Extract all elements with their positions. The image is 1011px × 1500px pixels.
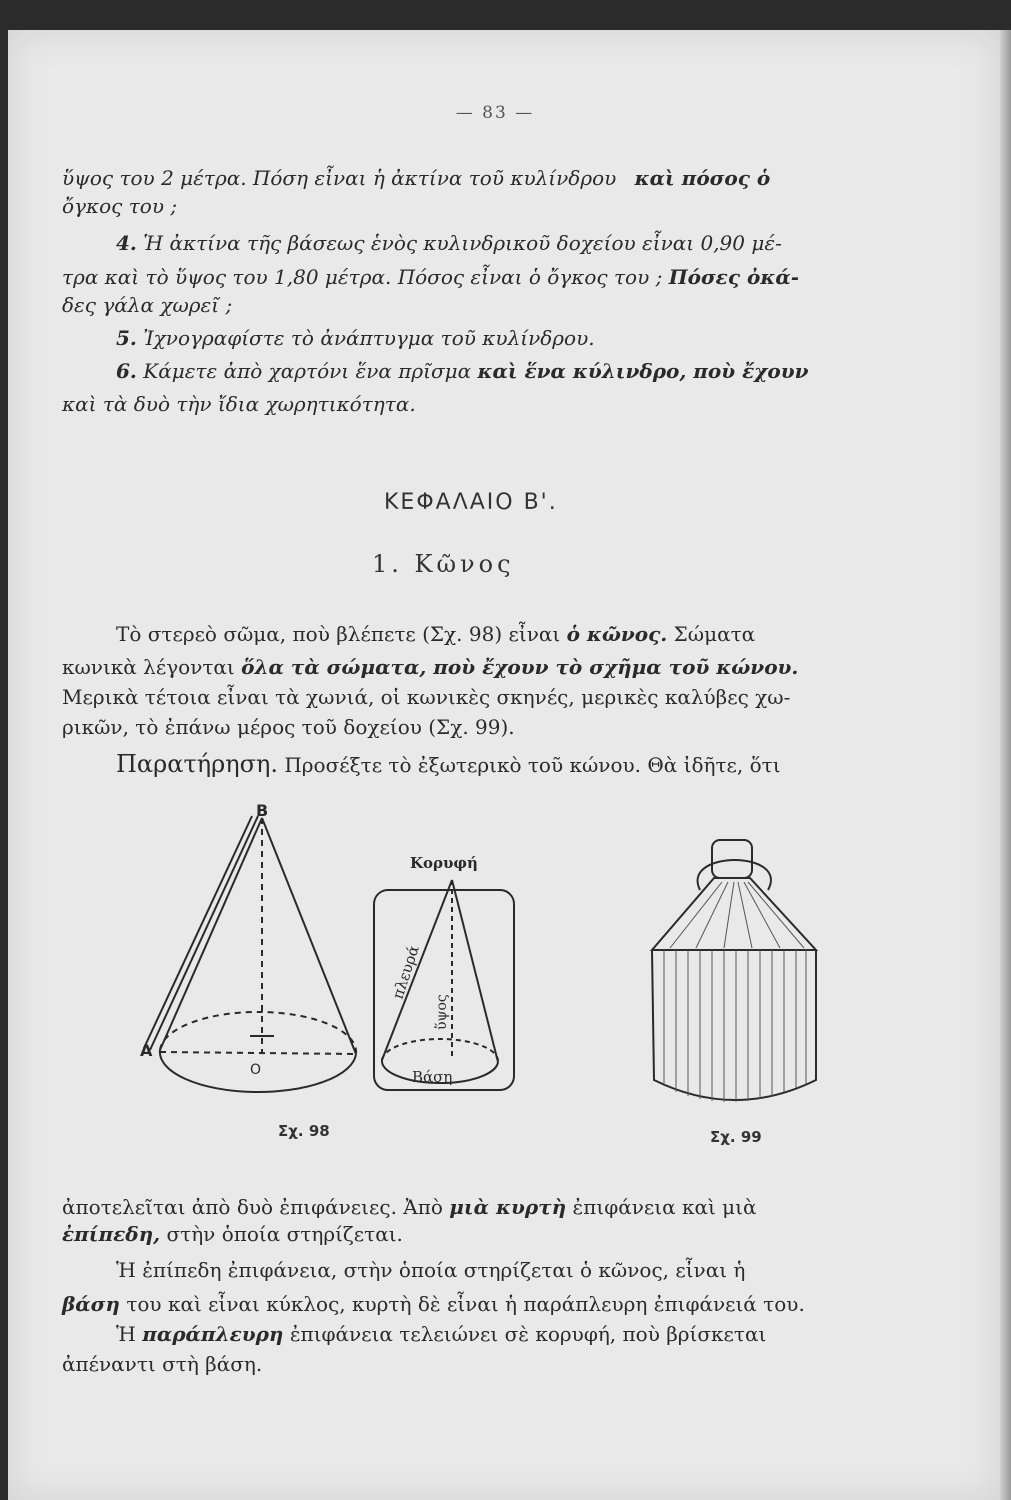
cone-diameter-line [160, 1052, 356, 1054]
exercise-line [62, 265, 799, 289]
section-title: 1. Κῶνος [372, 550, 515, 578]
label-a: Α [140, 1041, 153, 1060]
intro-emphasis: ὅλα τὰ σώματα, ποὺ ἔχουν τὸ σχῆμα τοῦ κώνου. [241, 655, 799, 679]
label-side: πλευρά [388, 943, 423, 1002]
intro-text: Σώματα [673, 622, 756, 646]
observation-line [116, 750, 781, 778]
exercise-text: Κάμετε ἀπὸ χαρτόνι ἕνα πρῖσμα [143, 359, 472, 383]
exercise-text: καὶ ἕνα κύλινδρο, ποὺ ἔχουν [477, 359, 809, 383]
conclusion-emphasis: μιὰ κυρτὴ [449, 1195, 567, 1219]
observation-text: Προσέξτε τὸ ἐξωτερικὸ τοῦ κώνου. Θὰ ἰδῆτε, ὅτι [284, 753, 781, 777]
exercise-number: 4. [116, 231, 137, 255]
conclusion-text: ἐπιφάνεια καὶ μιὰ [572, 1195, 757, 1219]
intro-line [116, 622, 755, 646]
intro-emphasis: ὁ κῶνος. [566, 622, 668, 646]
small-cone-side [452, 880, 498, 1062]
conclusion-line: Ἡ ἐπίπεδη ἐπιφάνεια, στὴν ὁποία στηρίζεται ὁ κῶνος, εἶναι ἡ [116, 1258, 746, 1282]
exercise-text: Πόσες ὀκά- [668, 265, 800, 289]
exercise-text: τρα καὶ τὸ ὕψος του 1,80 μέτρα. Πόσος εἶναι ὁ ὄγκος του ; [62, 265, 663, 289]
exercise-text: Ἰχνογραφίστε τὸ ἀνάπτυγμα τοῦ κυλίνδρου. [143, 326, 595, 350]
small-cone-side [382, 880, 452, 1060]
conclusion-line [62, 1222, 403, 1246]
exercise-line: ὄγκος του ; [62, 194, 178, 218]
book-spine [1000, 30, 1011, 1500]
exercise-text: Ἡ ἀκτίνα τῆς βάσεως ἑνὸς κυλινδρικοῦ δοχείου εἶναι 0,90 μέ- [143, 231, 782, 255]
cone-base-back [160, 1012, 356, 1054]
exercise-5 [116, 326, 595, 350]
label-o: Ο [250, 1062, 262, 1078]
label-apex: Κορυφή [410, 854, 478, 872]
intro-line: ρικῶν, τὸ ἐπάνω μέρος τοῦ δοχείου (Σχ. 99). [62, 715, 515, 739]
conclusion-line [62, 1292, 805, 1316]
exercise-text: καὶ πόσος ὁ [634, 166, 771, 190]
page-number: — 83 — [455, 103, 535, 123]
conclusion-text: ἀποτελεῖται ἀπὸ δυὸ ἐπιφάνειες. Ἀπὸ [62, 1195, 443, 1219]
label-base: Βάση [412, 1068, 453, 1086]
exercise-line [62, 166, 770, 190]
conclusion-text: στὴν ὁποία στηρίζεται. [166, 1222, 403, 1246]
conclusion-text: του καὶ εἶναι κύκλος, κυρτὴ δὲ εἶναι ἡ παράπλευρη ἐπιφάνειά του. [126, 1292, 805, 1316]
intro-line: Μερικὰ τέτοια εἶναι τὰ χωνιά, οἱ κωνικὲς σκηνές, μερικὲς καλύβες χω- [62, 685, 791, 709]
intro-text: Τὸ στερεὸ σῶμα, ποὺ βλέπετε (Σχ. 98) εἶναι [116, 622, 561, 646]
exercise-text: ὕψος του 2 μέτρα. Πόση εἶναι ἡ ἀκτίνα τοῦ κυλίνδρου [62, 166, 617, 190]
exercise-line: δες γάλα χωρεῖ ; [62, 293, 233, 317]
exercise-number: 6. [116, 359, 137, 383]
exercise-line: καὶ τὰ δυὸ τὴν ἴδια χωρητικότητα. [62, 392, 416, 416]
conclusion-line [116, 1322, 766, 1346]
cone-generator-line [150, 816, 258, 1050]
figure-98-cones [130, 790, 530, 1120]
conclusion-line: ἀπέναντι στὴ βάση. [62, 1352, 263, 1376]
exercise-6 [116, 359, 809, 383]
figure-99-caption: Σχ. 99 [710, 1128, 762, 1146]
conclusion-emphasis: παράπλευρη [142, 1322, 284, 1346]
figure-98-caption: Σχ. 98 [278, 1122, 330, 1140]
conclusion-line [62, 1195, 757, 1219]
vessel-neck [712, 840, 752, 878]
figure-99-vessel [640, 830, 830, 1120]
conclusion-text: Ἡ [116, 1322, 136, 1346]
conclusion-text: ἐπιφάνεια τελειώνει σὲ κορυφή, ποὺ βρίσκεται [289, 1322, 767, 1346]
intro-line [62, 655, 798, 679]
exercise-4 [116, 231, 782, 255]
vessel-body [652, 950, 816, 1100]
conclusion-emphasis: ἐπίπεδη, [62, 1222, 161, 1246]
exercise-number: 5. [116, 326, 137, 350]
cone-side-line [160, 818, 262, 1050]
label-b: Β [256, 801, 269, 820]
intro-text: κωνικὰ λέγονται [62, 655, 235, 679]
label-height: ὕψος [434, 994, 450, 1030]
chapter-title: ΚΕΦΑΛΑΙΟ Β'. [384, 490, 558, 515]
small-cone-base-back [382, 1039, 498, 1062]
cone-side-line [262, 818, 356, 1054]
conclusion-emphasis: βάση [62, 1292, 120, 1316]
observation-title: Παρατήρηση. [116, 750, 278, 778]
